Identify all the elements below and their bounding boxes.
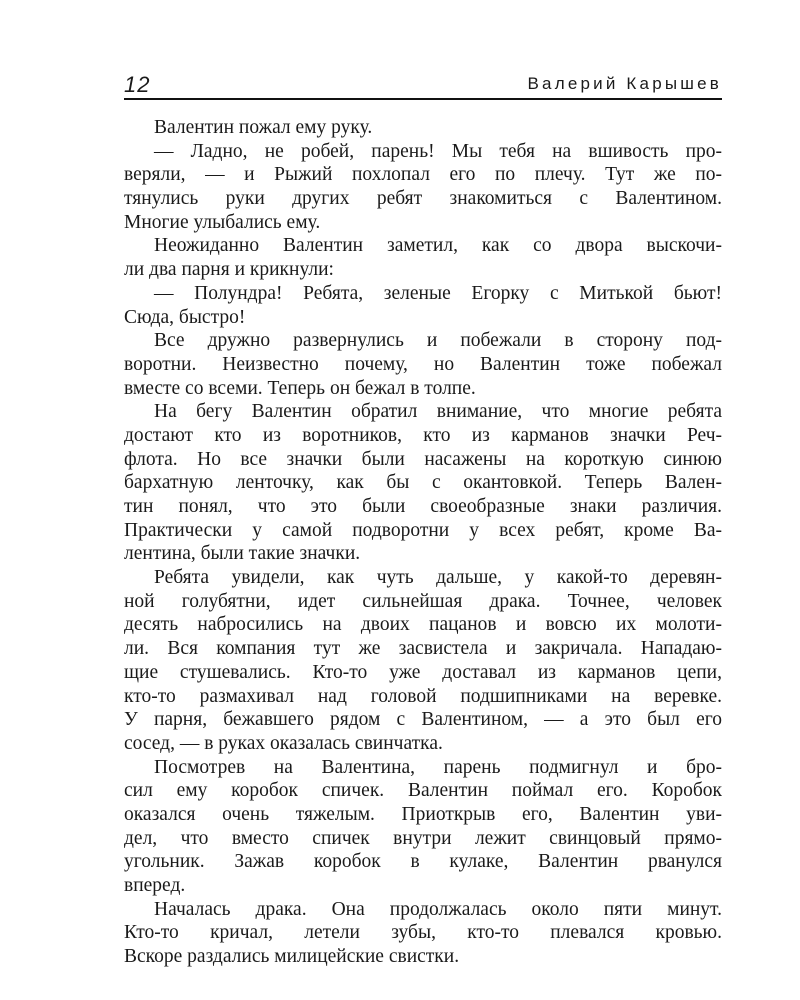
text-line: десять набросились на двоих пацанов и вовсю их молоти- <box>124 614 722 636</box>
text-line: достают кто из воротников, кто из карманов значки Реч- <box>124 424 722 446</box>
text-line: Вскоре раздались милицейские свистки. <box>124 946 460 968</box>
text-line: вперед. <box>124 875 186 896</box>
page-header <box>124 64 722 100</box>
text-line: щие стушевались. Кто-то уже доставал из карманов цепи, <box>124 661 722 683</box>
text-line: ли два парня и крикнули: <box>124 259 334 281</box>
text-line: флота. Но все значки были насажены на короткую синюю <box>124 448 722 470</box>
text-line: кто-то размахивал над головой подшипниками на веревке. <box>124 685 722 707</box>
text-line: сил ему коробок спичек. Валентин поймал его. Коробок <box>124 780 722 802</box>
text-line: Практически у самой подворотни у всех ребят, кроме Ва- <box>124 519 722 541</box>
text-line: Неожиданно Валентин заметил, как со двора выскочи- <box>154 235 722 257</box>
text-line: Началась драка. Она продолжалась около пяти минут. <box>154 898 722 920</box>
text-line: вместе со всеми. Теперь он бежал в толпе. <box>124 377 476 399</box>
text-line: Валентин пожал ему руку. <box>154 117 373 138</box>
text-line: У парня, бежавшего рядом с Валентином, — а это был его <box>124 709 722 731</box>
body-text <box>124 116 722 969</box>
text-line: На бегу Валентин обратил внимание, что многие ребята <box>154 401 722 423</box>
text-line: — Ладно, не робей, парень! Мы тебя на вшивость про- <box>154 140 722 162</box>
text-line: Многие улыбались ему. <box>124 211 321 233</box>
text-line: Все дружно развернулись и побежали в сторону под- <box>154 330 722 352</box>
running-title: Валерий Карышев <box>527 74 722 93</box>
text-line: бархатную ленточку, как бы с окантовкой. Теперь Вален- <box>124 472 722 494</box>
text-line: тин понял, что это были своеобразные знаки различия. <box>124 496 722 517</box>
text-line: воротни. Неизвестно почему, но Валентин тоже побежал <box>124 353 722 375</box>
text-line: угольник. Зажав коробок в кулаке, Валентин рванулся <box>124 851 722 873</box>
text-line: лентина, были такие значки. <box>124 543 361 565</box>
text-line: Посмотрев на Валентина, парень подмигнул и бро- <box>154 756 722 778</box>
text-line: веряли, — и Рыжий похлопал его по плечу. Тут же по- <box>124 164 722 186</box>
text-line: сосед, — в руках оказалась свинчатка. <box>124 732 443 754</box>
text-line: — Полундра! Ребята, зеленые Егорку с Митькой бьют! <box>154 282 722 304</box>
text-line: оказался очень тяжелым. Приоткрыв его, Валентин уви- <box>124 803 722 825</box>
text-line: ной голубятни, идет сильнейшая драка. Точнее, человек <box>124 590 722 612</box>
text-line: Ребята увидели, как чуть дальше, у какой-то деревян- <box>154 567 722 589</box>
text-line: Кто-то кричал, летели зубы, кто-то плевался кровью. <box>124 922 722 944</box>
text-line: тянулись руки других ребят знакомиться с Валентином. <box>124 188 722 210</box>
text-line: дел, что вместо спичек внутри лежит свинцовый прямо- <box>124 827 722 849</box>
text-line: Сюда, быстро! <box>124 306 246 328</box>
text-line: ли. Вся компания тут же засвистела и закричала. Нападаю- <box>124 638 722 660</box>
page-number: 12 <box>124 72 151 97</box>
